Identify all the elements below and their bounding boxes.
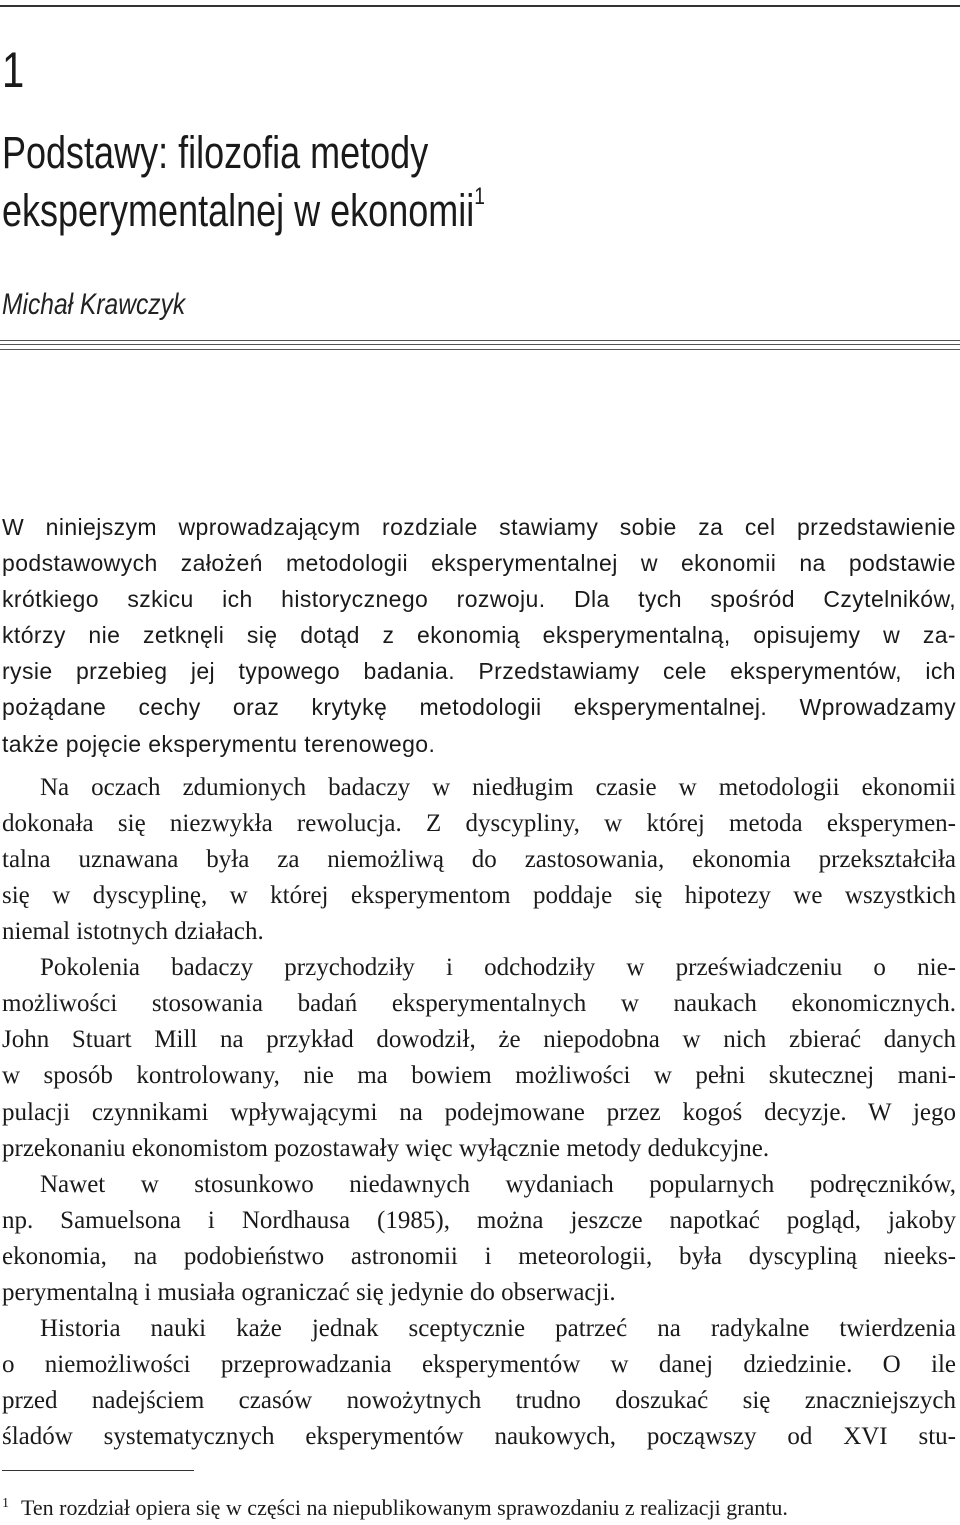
paragraph-line: ekonomia, na podobieństwo astronomii i meteorologii, była dyscypliną nieeks- <box>2 1242 956 1270</box>
paragraph-line: perymentalną i musiała ograniczać się jedynie do obserwacji. <box>2 1278 616 1306</box>
chapter-author: Michał Krawczyk <box>2 288 186 321</box>
paragraph-line: John Stuart Mill na przykład dowodził, że niepodobna w nich zbierać danych <box>2 1026 956 1054</box>
top-rule <box>0 5 960 7</box>
paragraph-line: pulacji czynnikami wpływającymi na podejmowane przez kogoś decyzje. W jego <box>2 1098 956 1126</box>
paragraph-line: Historia nauki każe jednak sceptycznie patrzeć na radykalne twierdzenia <box>40 1315 956 1343</box>
lead-line: podstawowych założeń metodologii eksperymentalnej w ekonomii na podstawie <box>2 550 956 577</box>
footnote-text: Ten rozdział opiera się w części na niepublikowanym sprawozdaniu z realizacji grantu. <box>21 1495 788 1520</box>
lead-line: rysie przebieg jej typowego badania. Przedstawiamy cele eksperymentów, ich <box>2 658 956 685</box>
paragraph-line: możliwości stosowania badań eksperymentalnych w naukach ekonomicznych. <box>2 990 956 1018</box>
paragraph <box>2 1311 956 1455</box>
title-separator-rule <box>0 340 960 350</box>
footnote <box>2 1494 956 1522</box>
footnote-rule <box>2 1470 194 1471</box>
paragraph-line: przekonaniu ekonomistom pozostawały więc wyłącznie metody dedukcyjne. <box>2 1134 770 1162</box>
paragraph-line: Na oczach zdumionych badaczy w niedługim czasie w metodologii ekonomii <box>40 773 956 801</box>
chapter-title-line-1: Podstawy: filozofia metody <box>2 127 429 178</box>
paragraph-line: niemal istotnych działach. <box>2 918 264 946</box>
lead-line: pożądane cechy oraz krytykę metodologii eksperymentalnej. Wprowadzamy <box>2 694 956 721</box>
paragraph-line: talna uznawana była za niemożliwą do zastosowania, ekonomia przekształciła <box>2 845 956 873</box>
paragraph <box>2 950 956 1167</box>
paragraph-line: śladów systematycznych eksperymentów naukowych, począwszy od XVI stu- <box>2 1423 956 1451</box>
paragraph-line: Pokolenia badaczy przychodziły i odchodziły w przeświadczeniu o nie- <box>40 954 956 982</box>
paragraph-line: przed nadejściem czasów nowożytnych trudno doszukać się znaczniejszych <box>2 1387 956 1415</box>
title-footnote-marker[interactable]: 1 <box>474 183 485 210</box>
footnote-marker: 1 <box>2 1496 9 1511</box>
lead-line: krótkiego szkicu ich historycznego rozwoju. Dla tych spośród Czytelników, <box>2 586 956 613</box>
chapter-title <box>2 124 485 240</box>
paragraph-line: Nawet w stosunkowo niedawnych wydaniach popularnych podręczników, <box>40 1170 956 1198</box>
paragraph-line: dokonała się niezwykła rewolucja. Z dyscypliny, w której metoda eksperymen- <box>2 809 956 837</box>
lead-line: W niniejszym wprowadzającym rozdziale stawiamy sobie za cel przedstawienie <box>2 514 956 540</box>
paragraph-line: w sposób kontrolowany, nie ma bowiem możliwości w pełni skutecznej mani- <box>2 1062 956 1090</box>
chapter-lead <box>2 509 956 762</box>
paragraph <box>2 1167 956 1311</box>
chapter-title-line-2: eksperymentalnej w ekonomii <box>2 185 475 236</box>
chapter-body <box>2 509 956 1455</box>
paragraph-line: np. Samuelsona i Nordhausa (1985), można jeszcze napotkać pogląd, jakoby <box>2 1206 956 1234</box>
paragraph-line: się w dyscyplinę, w której eksperymentom poddaje się hipotezy we wszystkich <box>2 881 956 909</box>
chapter-number: 1 <box>2 42 25 98</box>
paragraph-line: o niemożliwości przeprowadzania eksperymentów w danej dziedzinie. O ile <box>2 1351 956 1379</box>
chapter-paragraphs <box>2 762 956 1456</box>
lead-line: także pojęcie eksperymentu terenowego. <box>2 730 436 757</box>
lead-line: którzy nie zetknęli się dotąd z ekonomią eksperymentalną, opisujemy w za- <box>2 622 956 649</box>
paragraph <box>2 770 956 950</box>
